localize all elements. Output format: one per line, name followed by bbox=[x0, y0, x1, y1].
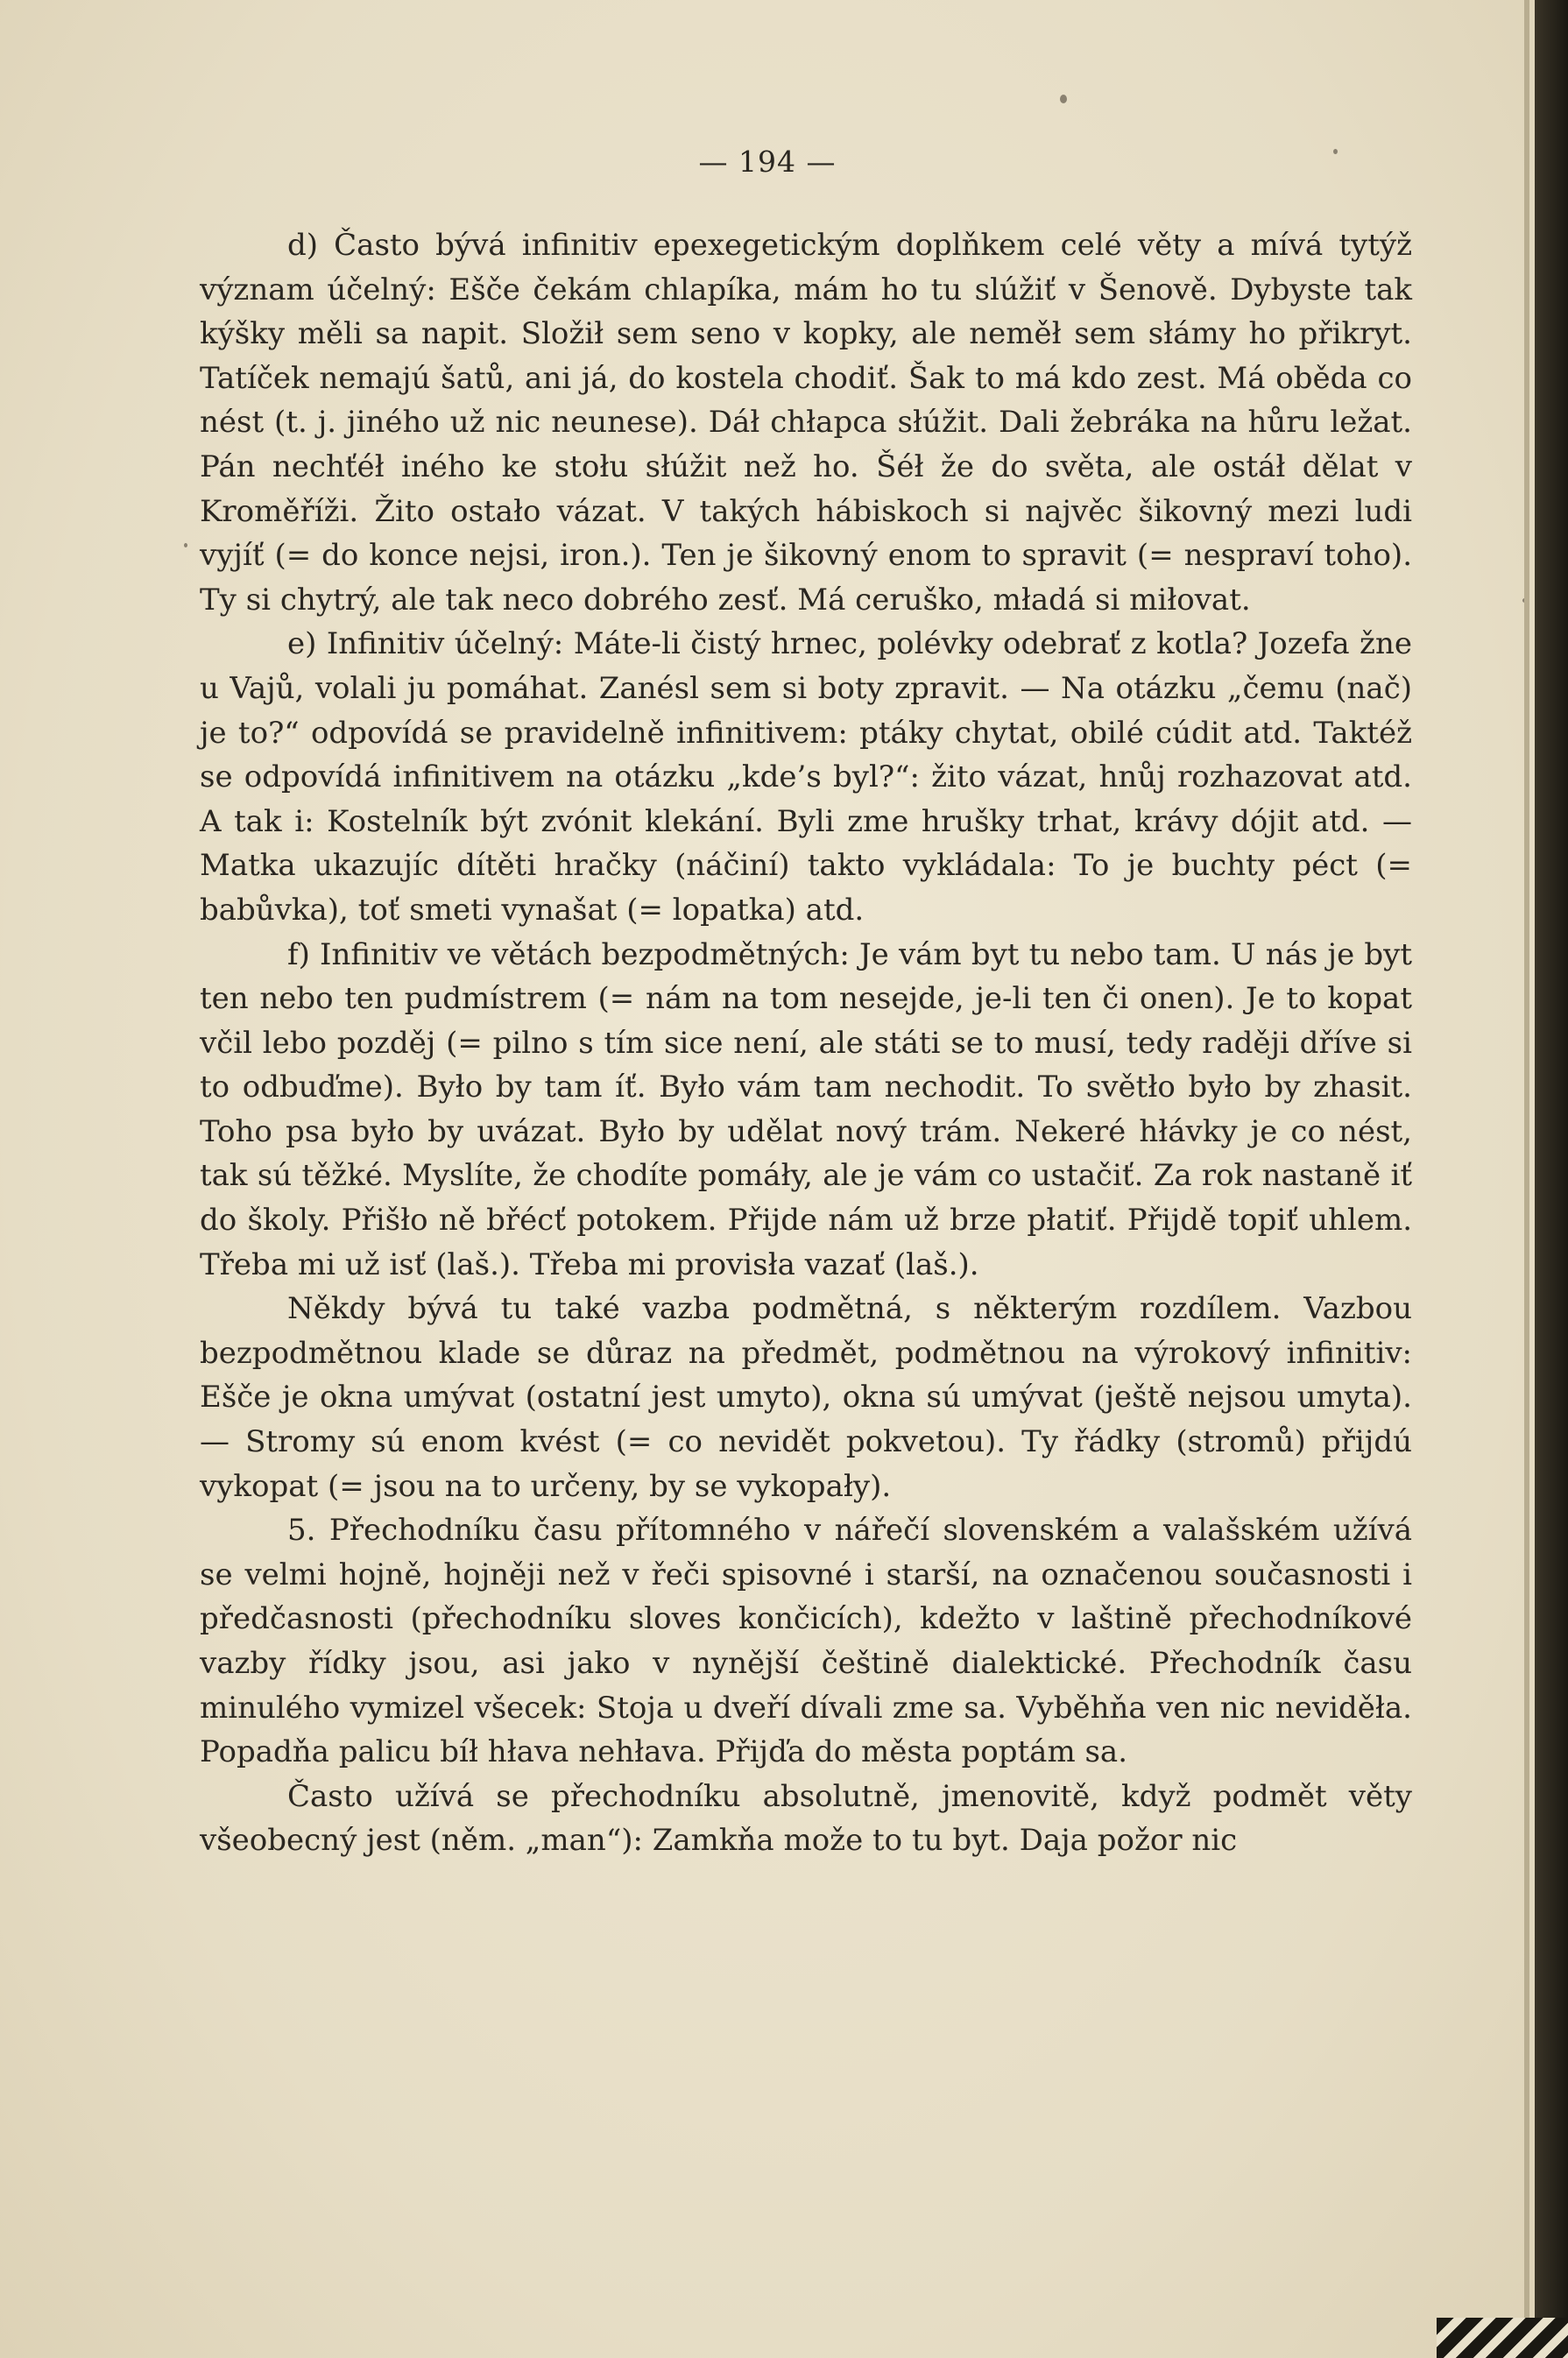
paper-speck bbox=[1333, 149, 1338, 154]
paper-speck bbox=[1060, 95, 1067, 103]
paragraph-d: d) Často bývá infinitiv epexegetickým doplňkem celé věty a mívá tytýž význam účelný: Ešče čekám chlapíka, mám ho tu slúžiť v Šenově. Dybyste tak kýšky měli sa napit. Složił sem seno v kopky, ale neměł sem słámy ho přikryt. Tatíček nemajú šatů, ani já, do kostela chodiť. Šak to má kdo zest. Má oběda co nést (t. j. jiného už nic neunese). Dáł chłapca słúžit. Dali žebráka na hůru ležat. Pán nechťéł iného ke stołu słúžit než ho. Šéł že do světa, ale ostáł dělat v Kroměříži. Žito ostało vázat. V takých hábiskoch si najvěc šikovný mezi ludi vyjíť (= do konce nejsi, iron.). Ten je šikovný enom to spravit (= nespraví toho). Ty si chytrý, ale tak neco dobrého zesť. Má ceruško, mładá si miłovat. bbox=[200, 228, 1412, 618]
body-text bbox=[200, 223, 1412, 1863]
paragraph-vazba: Někdy bývá tu také vazba podmětná, s některým rozdílem. Vazbou bezpodmětnou klade se důraz na předmět, podmětnou na výrokový infinitiv: Ešče je okna umývat (ostatní jest umyto), okna sú umývat (ještě nejsou umyta). — Stromy sú enom kvést (= co nevidět pokvetou). Ty řádky (stromů) přijdú vykopat (= jsou na to určeny, by se vykopały). bbox=[200, 1291, 1412, 1504]
page-edge-line bbox=[1524, 0, 1529, 2358]
paragraph-5: 5. Přechodníku času přítomného v nářečí slovenském a valašském užívá se velmi hojně, hojněji než v řeči spisovné i starší, na označenou současnosti i předčasnosti (přechodníku sloves končicích), kdežto v laštině přechodníkové vazby řídky jsou, asi jako v nynější češtině dialektické. Přechodník času minulého vymizel všecek: Stoja u dveří dívali zme sa. Vyběhňa ven nic neviděła. Popadňa palicu bíł hłava nehłava. Přijďa do města poptám sa. bbox=[200, 1513, 1412, 1770]
book-spine bbox=[1535, 0, 1568, 2358]
page-number: — 194 — bbox=[698, 145, 837, 179]
paragraph-e: e) Infinitiv účelný: Máte-li čistý hrnec, polévky odebrať z kotla? Jozefa žne u Vajů, volali ju pomáhat. Zanésl sem si boty zpravit. — Na otázku „čemu (nač) je to?“ odpovídá se pravidelně infinitivem: ptáky chytat, obilé cúdit atd. Taktéž se odpovídá infinitivem na otázku „kde’s byl?“: žito vázat, hnůj rozhazovat atd. A tak i: Kostelník být zvónit klekání. Byli zme hrušky trhat, krávy dójit atd. — Matka ukazujíc dítěti hračky (náčiní) takto vykládala: To je buchty péct (= babůvka), toť smeti vynašat (= lopatka) atd. bbox=[200, 626, 1412, 928]
corner-scan-mark bbox=[1437, 2318, 1568, 2358]
paragraph-f: f) Infinitiv ve větách bezpodmětných: Je vám byt tu nebo tam. U nás je byt ten nebo ten pudmístrem (= nám na tom nesejde, je-li ten či onen). Je to kopat včil lebo pozděj (= pilno s tím sice není, ale státi se to musí, tedy raději dříve si to odbuďme). Było by tam íť. Było vám tam nechodit. To světło było by zhasit. Toho psa było by uvázat. Było by udělat nový trám. Nekeré hłávky je co nést, tak sú těžké. Myslíte, že chodíte pomáły, ale je vám co ustačiť. Za rok nastaně iť do školy. Přišło ně břécť potokem. Přijde nám už brze płatiť. Přijdě topiť uhlem. Třeba mi už isť (laš.). Třeba mi provisła vazať (laš.). bbox=[200, 936, 1412, 1282]
paragraph-absolutne: Často užívá se přechodníku absolutně, jmenovitě, když podmět věty všeobecný jest (něm. „man“): Zamkňa može to tu byt. Daja požor nic bbox=[200, 1778, 1412, 1859]
paper-speck bbox=[184, 543, 187, 547]
